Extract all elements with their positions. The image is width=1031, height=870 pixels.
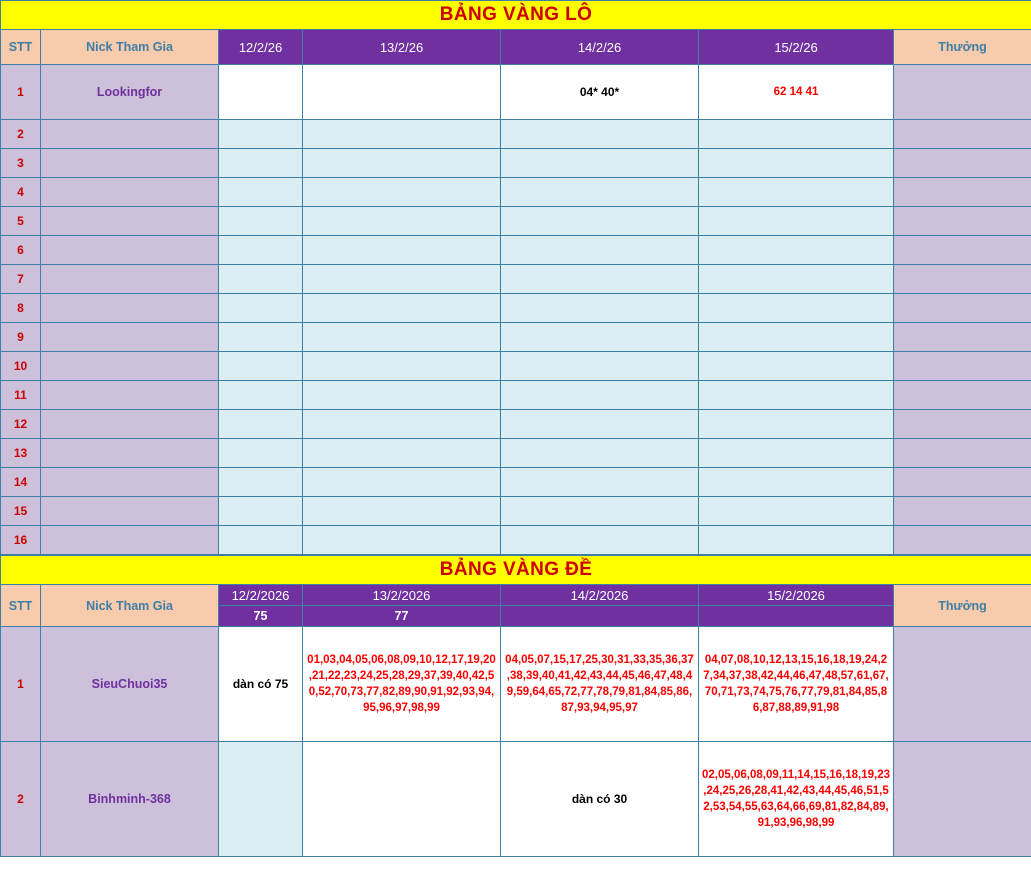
lo-row-12-d3 bbox=[501, 410, 699, 439]
lo-row-9-d1 bbox=[219, 323, 303, 352]
de-row-2-d4 bbox=[699, 742, 894, 857]
lo-row-5-d4 bbox=[699, 207, 894, 236]
lo-row-12-d4 bbox=[699, 410, 894, 439]
lo-row-4-prize bbox=[894, 178, 1031, 207]
lo-row-8-stt: 8 bbox=[1, 294, 41, 323]
de-header-row bbox=[1, 585, 1031, 606]
table-row bbox=[1, 207, 1031, 236]
de-header-date-2: 13/2/2026 bbox=[303, 585, 501, 606]
lo-row-13-stt: 13 bbox=[1, 439, 41, 468]
de-row-1-d1: dàn có 75 bbox=[219, 627, 303, 742]
lo-row-2-stt: 2 bbox=[1, 120, 41, 149]
de-row-2-d1 bbox=[219, 742, 303, 857]
de-row-2-d3: dàn có 30 bbox=[501, 742, 699, 857]
lo-row-11-d1 bbox=[219, 381, 303, 410]
de-row-1-d4-numbers: 04,07,08,10,12,13,15,16,18,19,24,27,34,37,38,42,44,46,47,48,57,61,67,70,71,73,74,75,76,77,79,81,84,85,86,87,88,89,91,98 bbox=[703, 654, 889, 714]
lo-row-7-d1 bbox=[219, 265, 303, 294]
lo-row-13-d4 bbox=[699, 439, 894, 468]
table-row bbox=[1, 352, 1031, 381]
de-header-date-4: 15/2/2026 bbox=[699, 585, 894, 606]
lo-header-date-4: 15/2/26 bbox=[699, 30, 894, 65]
table-row bbox=[1, 323, 1031, 352]
lo-row-12-nick bbox=[41, 410, 219, 439]
lo-row-9-prize bbox=[894, 323, 1031, 352]
lo-row-1-d3: 04* 40* bbox=[501, 65, 699, 120]
de-subheader-3 bbox=[501, 606, 699, 627]
lo-header-date-3: 14/2/26 bbox=[501, 30, 699, 65]
lo-row-4-stt: 4 bbox=[1, 178, 41, 207]
lo-row-9-d4 bbox=[699, 323, 894, 352]
de-row-1-nick: SieuChuoi35 bbox=[41, 627, 219, 742]
lo-row-9-stt: 9 bbox=[1, 323, 41, 352]
table-row bbox=[1, 742, 1031, 857]
lo-row-7-d2 bbox=[303, 265, 501, 294]
de-row-2-d2 bbox=[303, 742, 501, 857]
lo-row-14-d3 bbox=[501, 468, 699, 497]
table-row bbox=[1, 178, 1031, 207]
lo-row-6-prize bbox=[894, 236, 1031, 265]
lo-row-3-nick bbox=[41, 149, 219, 178]
table-row bbox=[1, 526, 1031, 555]
lo-row-6-nick bbox=[41, 236, 219, 265]
table-row bbox=[1, 149, 1031, 178]
table-row bbox=[1, 294, 1031, 323]
lo-row-6-stt: 6 bbox=[1, 236, 41, 265]
lo-row-10-d3 bbox=[501, 352, 699, 381]
table-row bbox=[1, 265, 1031, 294]
lo-row-7-prize bbox=[894, 265, 1031, 294]
lo-row-2-d3 bbox=[501, 120, 699, 149]
lo-row-4-nick bbox=[41, 178, 219, 207]
lo-row-12-prize bbox=[894, 410, 1031, 439]
lo-row-12-d1 bbox=[219, 410, 303, 439]
lo-header-date-2: 13/2/26 bbox=[303, 30, 501, 65]
de-header-stt: STT bbox=[1, 585, 41, 627]
lo-row-7-d3 bbox=[501, 265, 699, 294]
de-header-date-1: 12/2/2026 bbox=[219, 585, 303, 606]
de-subheader-1: 75 bbox=[219, 606, 303, 627]
lo-row-6-d2 bbox=[303, 236, 501, 265]
lo-row-3-prize bbox=[894, 149, 1031, 178]
lo-row-16-d3 bbox=[501, 526, 699, 555]
lo-row-4-d3 bbox=[501, 178, 699, 207]
table-row bbox=[1, 439, 1031, 468]
lo-row-11-nick bbox=[41, 381, 219, 410]
lo-row-14-d2 bbox=[303, 468, 501, 497]
lo-row-15-d2 bbox=[303, 497, 501, 526]
de-header-nick: Nick Tham Gia bbox=[41, 585, 219, 627]
lo-row-16-d1 bbox=[219, 526, 303, 555]
de-row-2-stt: 2 bbox=[1, 742, 41, 857]
lo-row-16-stt: 16 bbox=[1, 526, 41, 555]
lo-banner-row bbox=[1, 1, 1031, 30]
lo-header-row bbox=[1, 30, 1031, 65]
lo-row-10-prize bbox=[894, 352, 1031, 381]
lo-row-14-stt: 14 bbox=[1, 468, 41, 497]
lo-row-16-prize bbox=[894, 526, 1031, 555]
lo-row-1-nick: Lookingfor bbox=[41, 65, 219, 120]
lo-row-8-d4 bbox=[699, 294, 894, 323]
lo-row-7-nick bbox=[41, 265, 219, 294]
table-row bbox=[1, 381, 1031, 410]
lo-row-10-nick bbox=[41, 352, 219, 381]
lo-row-8-d3 bbox=[501, 294, 699, 323]
table-row bbox=[1, 627, 1031, 742]
lo-row-10-d2 bbox=[303, 352, 501, 381]
lo-row-15-prize bbox=[894, 497, 1031, 526]
de-banner-title: BẢNG VÀNG ĐỀ bbox=[1, 556, 1031, 585]
lo-row-3-d4 bbox=[699, 149, 894, 178]
lo-row-1-d1 bbox=[219, 65, 303, 120]
de-row-2-nick: Binhminh-368 bbox=[41, 742, 219, 857]
lo-row-11-d3 bbox=[501, 381, 699, 410]
lo-row-12-stt: 12 bbox=[1, 410, 41, 439]
lo-row-15-nick bbox=[41, 497, 219, 526]
table-row bbox=[1, 236, 1031, 265]
lo-row-10-stt: 10 bbox=[1, 352, 41, 381]
lo-row-5-nick bbox=[41, 207, 219, 236]
lo-banner-title: BẢNG VÀNG LÔ bbox=[1, 1, 1031, 30]
lo-row-4-d1 bbox=[219, 178, 303, 207]
lo-row-13-nick bbox=[41, 439, 219, 468]
de-table bbox=[0, 555, 1031, 857]
de-row-1-d2 bbox=[303, 627, 501, 742]
lo-header-prize: Thưởng bbox=[894, 30, 1031, 65]
table-row bbox=[1, 65, 1031, 120]
de-row-1-d3-numbers: 04,05,07,15,17,25,30,31,33,35,36,37,38,39,40,41,42,43,44,45,46,47,48,49,59,64,65,72,77,78,79,81,84,85,86,87,93,94,95,97 bbox=[505, 654, 694, 714]
lo-header-nick: Nick Tham Gia bbox=[41, 30, 219, 65]
de-header-date-3: 14/2/2026 bbox=[501, 585, 699, 606]
lo-row-11-d2 bbox=[303, 381, 501, 410]
lo-row-6-d1 bbox=[219, 236, 303, 265]
lo-row-4-d2 bbox=[303, 178, 501, 207]
lo-row-15-stt: 15 bbox=[1, 497, 41, 526]
lo-row-5-stt: 5 bbox=[1, 207, 41, 236]
lo-row-5-d2 bbox=[303, 207, 501, 236]
de-row-2-prize bbox=[894, 742, 1031, 857]
lo-row-11-stt: 11 bbox=[1, 381, 41, 410]
lo-row-11-d4 bbox=[699, 381, 894, 410]
lo-row-8-nick bbox=[41, 294, 219, 323]
lo-row-4-d4 bbox=[699, 178, 894, 207]
de-subheader-4 bbox=[699, 606, 894, 627]
de-row-1-d3 bbox=[501, 627, 699, 742]
lo-row-11-prize bbox=[894, 381, 1031, 410]
table-row bbox=[1, 410, 1031, 439]
lo-row-15-d4 bbox=[699, 497, 894, 526]
lo-row-15-d3 bbox=[501, 497, 699, 526]
lo-row-3-d2 bbox=[303, 149, 501, 178]
lo-row-14-prize bbox=[894, 468, 1031, 497]
lo-row-13-prize bbox=[894, 439, 1031, 468]
lo-row-14-d1 bbox=[219, 468, 303, 497]
lo-row-2-d4 bbox=[699, 120, 894, 149]
lo-row-6-d3 bbox=[501, 236, 699, 265]
lo-row-8-prize bbox=[894, 294, 1031, 323]
lo-row-6-d4 bbox=[699, 236, 894, 265]
de-subheader-2: 77 bbox=[303, 606, 501, 627]
lo-row-8-d1 bbox=[219, 294, 303, 323]
de-row-1-prize bbox=[894, 627, 1031, 742]
lo-row-16-nick bbox=[41, 526, 219, 555]
lo-row-13-d3 bbox=[501, 439, 699, 468]
lo-row-15-d1 bbox=[219, 497, 303, 526]
lo-row-9-d2 bbox=[303, 323, 501, 352]
lo-row-5-d3 bbox=[501, 207, 699, 236]
lo-row-7-stt: 7 bbox=[1, 265, 41, 294]
lo-row-5-d1 bbox=[219, 207, 303, 236]
lo-row-3-d1 bbox=[219, 149, 303, 178]
lo-row-1-prize bbox=[894, 65, 1031, 120]
lo-row-13-d1 bbox=[219, 439, 303, 468]
lo-row-1-d2 bbox=[303, 65, 501, 120]
lo-row-14-d4 bbox=[699, 468, 894, 497]
de-row-2-d4-numbers: 02,05,06,08,09,11,14,15,16,18,19,23,24,25,26,28,41,42,43,44,45,46,51,52,53,54,55,63,64,66,69,81,82,84,89,91,93,96,98,99 bbox=[702, 769, 891, 829]
lo-row-9-nick bbox=[41, 323, 219, 352]
lo-row-8-d2 bbox=[303, 294, 501, 323]
lo-row-1-d4 bbox=[699, 65, 894, 120]
de-header-prize: Thưởng bbox=[894, 585, 1031, 627]
lo-row-12-d2 bbox=[303, 410, 501, 439]
de-row-1-stt: 1 bbox=[1, 627, 41, 742]
lo-row-3-d3 bbox=[501, 149, 699, 178]
lo-row-1-d4-numbers: 62 14 41 bbox=[773, 86, 819, 98]
lo-header-date-1: 12/2/26 bbox=[219, 30, 303, 65]
lo-row-2-d1 bbox=[219, 120, 303, 149]
lo-row-3-stt: 3 bbox=[1, 149, 41, 178]
lo-row-10-d1 bbox=[219, 352, 303, 381]
lo-row-9-d3 bbox=[501, 323, 699, 352]
lo-row-10-d4 bbox=[699, 352, 894, 381]
de-row-1-d2-numbers: 01,03,04,05,06,08,09,10,12,17,19,20,21,22,23,24,25,28,29,37,39,40,42,50,52,70,73,77,82,89,90,91,92,93,94,95,96,97,98,99 bbox=[307, 654, 496, 714]
lo-row-1-stt: 1 bbox=[1, 65, 41, 120]
table-row bbox=[1, 497, 1031, 526]
de-banner-row bbox=[1, 556, 1031, 585]
lo-row-7-d4 bbox=[699, 265, 894, 294]
table-row bbox=[1, 468, 1031, 497]
de-row-1-d4 bbox=[699, 627, 894, 742]
lo-row-2-d2 bbox=[303, 120, 501, 149]
lo-row-5-prize bbox=[894, 207, 1031, 236]
lo-row-13-d2 bbox=[303, 439, 501, 468]
lo-row-14-nick bbox=[41, 468, 219, 497]
lo-row-16-d4 bbox=[699, 526, 894, 555]
table-row bbox=[1, 120, 1031, 149]
lo-row-2-prize bbox=[894, 120, 1031, 149]
lo-header-stt: STT bbox=[1, 30, 41, 65]
lo-row-16-d2 bbox=[303, 526, 501, 555]
lo-row-2-nick bbox=[41, 120, 219, 149]
